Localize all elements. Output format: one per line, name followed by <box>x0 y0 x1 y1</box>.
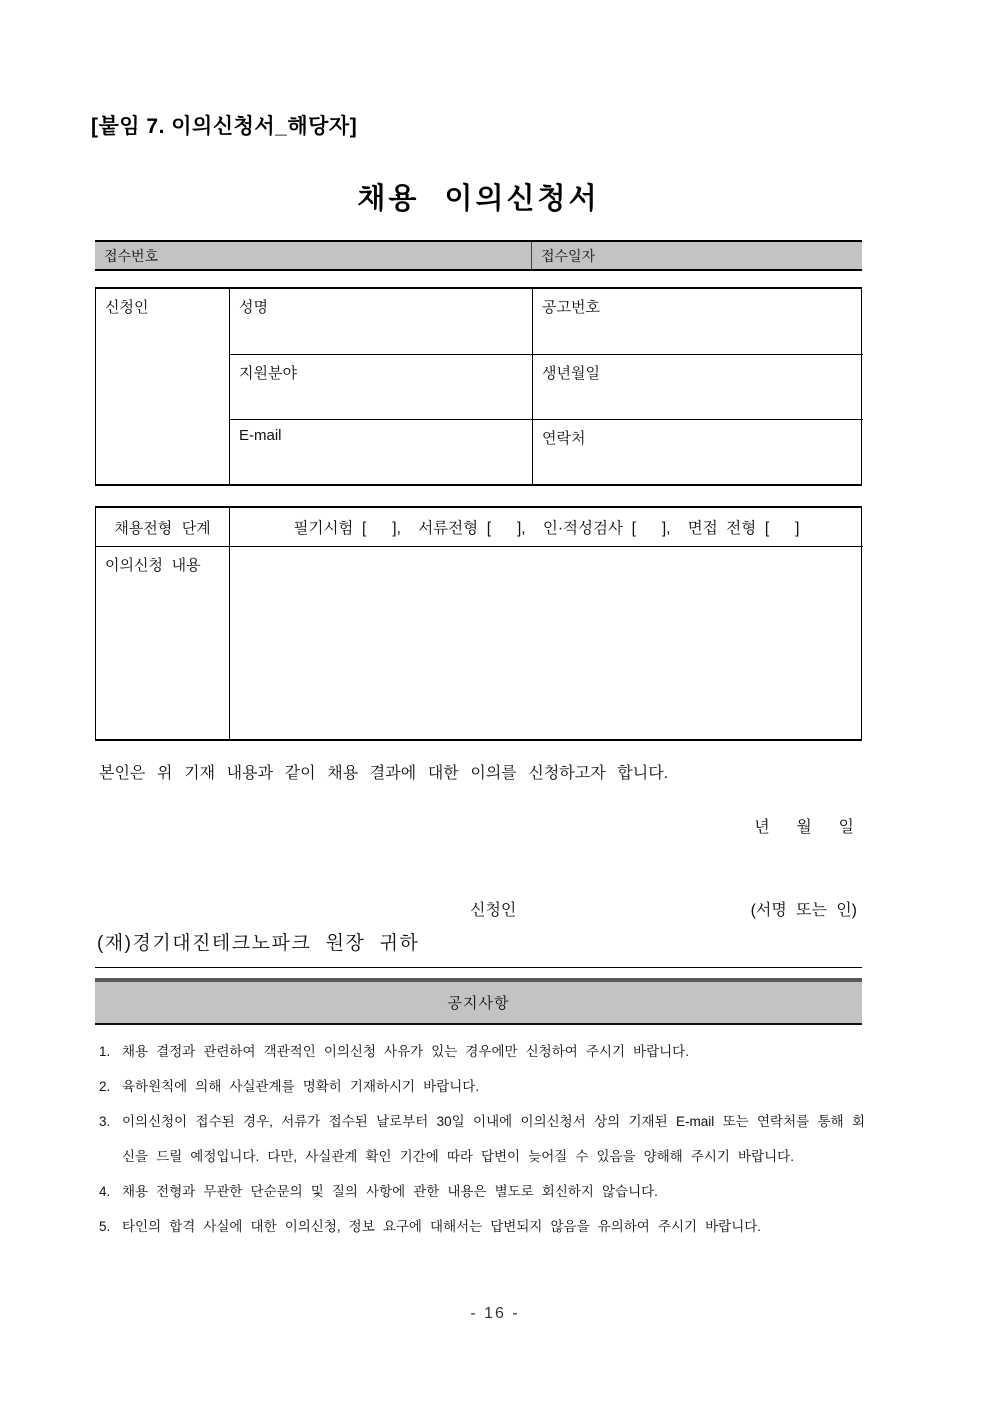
date-line: 년 월 일 <box>754 819 854 836</box>
notice-number-label: 공고번호 <box>542 299 600 316</box>
applicant-label-cell: 신청인 <box>105 299 149 316</box>
notice-item-text: 타인의 합격 사실에 대한 이의신청, 정보 요구에 대해서는 답변되지 않음을 유의하여 주시기 바랍니다. <box>122 1219 762 1234</box>
notice-item-number: 5. <box>99 1219 111 1234</box>
notice-title-bar: 공지사항 <box>95 978 862 1025</box>
receipt-date-label: 접수일자 <box>541 247 596 264</box>
notice-item <box>99 1069 865 1104</box>
birthdate-field-cell <box>532 354 863 419</box>
notice-item-number: 3. <box>99 1114 111 1129</box>
notice-list <box>99 1034 865 1244</box>
notice-item <box>99 1174 865 1209</box>
email-label: E-mail <box>239 427 282 444</box>
name-label: 성명 <box>239 299 268 316</box>
receipt-number-cell <box>95 242 531 269</box>
recipient-line: (재)경기대진테크노파크 원장 귀하 <box>97 933 420 954</box>
stage-label-cell: 채용전형 단계 <box>114 519 211 537</box>
stage-options-cell: 필기시험 [ ], 서류전형 [ ], 인·적성검사 [ ], 면접 전형 [ ] <box>229 508 863 546</box>
signature-note: (서명 또는 인) <box>750 902 857 919</box>
birthdate-label: 생년월일 <box>542 365 600 382</box>
notice-item-number: 2. <box>99 1079 111 1094</box>
declaration-statement: 본인은 위 기재 내용과 같이 채용 결과에 대한 이의를 신청하고자 합니다. <box>99 765 669 782</box>
notice-item <box>99 1034 865 1069</box>
applied-field-label: 지원분야 <box>239 365 297 382</box>
notice-item-text: 육하원칙에 의해 사실관계를 명확히 기재하시기 바랍니다. <box>122 1079 480 1094</box>
contact-field-cell <box>532 419 863 484</box>
notice-item-text: 이의신청이 접수된 경우, 서류가 접수된 날로부터 30일 이내에 이의신청서 상의 기재된 E-mail 또는 연락처를 통해 회신을 드릴 예정입니다. 다만, 사실관계 확인 기간에 따라 답변이 늦어질 수 있음을 양해해 주시기 바랍니다. <box>122 1114 865 1164</box>
form-title: 채용 이의신청서 <box>357 183 600 215</box>
email-field-cell <box>229 419 532 484</box>
receipt-date-cell <box>531 242 862 269</box>
receipt-number-label: 접수번호 <box>104 247 159 264</box>
notice-item-text: 채용 전형과 무관한 단순문의 및 질의 사항에 관한 내용은 별도로 회신하지 않습니다. <box>122 1184 658 1199</box>
notice-item <box>99 1104 865 1174</box>
notice-item-text: 채용 결정과 관련하여 객관적인 이의신청 사유가 있는 경우에만 신청하여 주시기 바랍니다. <box>122 1044 689 1059</box>
notice-item <box>99 1209 865 1244</box>
horizontal-rule <box>95 967 862 968</box>
objection-content-label-cell: 이의신청 내용 <box>96 546 229 739</box>
notice-number-field-cell <box>532 289 863 354</box>
signer-label: 신청인 <box>470 902 517 919</box>
attachment-title: [붙임 7. 이의신청서_해당자] <box>91 115 358 138</box>
receipt-header-row <box>95 240 862 271</box>
objection-table <box>95 506 862 741</box>
objection-content-value-cell <box>229 546 863 739</box>
contact-label: 연락처 <box>542 430 586 447</box>
page-number: - 16 - <box>470 1305 520 1322</box>
name-field-cell <box>229 289 532 354</box>
notice-item-number: 1. <box>99 1044 111 1059</box>
applied-field-cell <box>229 354 532 419</box>
notice-item-number: 4. <box>99 1184 111 1199</box>
applicant-table <box>95 287 862 486</box>
